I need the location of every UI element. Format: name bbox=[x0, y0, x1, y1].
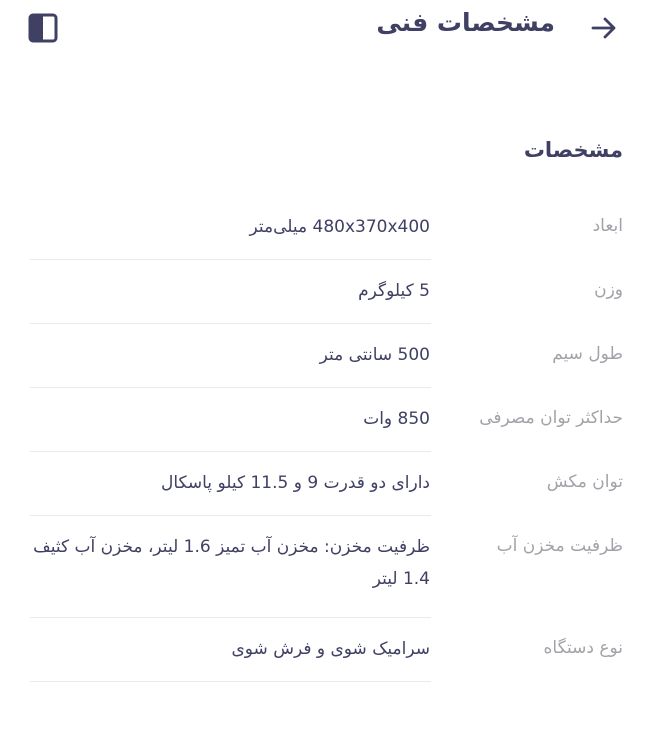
spec-row bbox=[0, 617, 653, 681]
page-title: مشخصات فنی bbox=[376, 8, 555, 37]
spec-key: طول سیم bbox=[552, 344, 623, 364]
spec-row bbox=[0, 387, 653, 451]
spec-key: نوع دستگاه bbox=[543, 638, 623, 658]
section-title: مشخصات bbox=[523, 138, 623, 162]
spec-key: وزن bbox=[594, 280, 623, 300]
spec-row bbox=[0, 451, 653, 515]
compare-icon[interactable] bbox=[27, 12, 59, 44]
spec-key: ابعاد bbox=[592, 216, 623, 236]
header bbox=[0, 0, 653, 56]
spec-value: 850 وات bbox=[363, 409, 430, 429]
spec-value: سرامیک شوی و فرش شوی bbox=[231, 639, 430, 659]
spec-value: دارای دو قدرت 9 و 11.5 کیلو پاسکال bbox=[160, 473, 430, 493]
spec-value: 5 کیلوگرم bbox=[358, 281, 430, 301]
spec-key: حداکثر توان مصرفی bbox=[479, 408, 623, 428]
spec-list bbox=[0, 195, 653, 681]
divider bbox=[30, 681, 431, 682]
spec-row bbox=[0, 195, 653, 259]
spec-row bbox=[0, 515, 653, 617]
spec-key: ظرفیت مخزن آب bbox=[496, 536, 623, 556]
spec-row bbox=[0, 259, 653, 323]
spec-row bbox=[0, 323, 653, 387]
spec-value: ظرفیت مخزن: مخزن آب تمیز 1.6 لیتر، مخزن آب کثیف 1.4 لیتر bbox=[33, 537, 430, 589]
arrow-right-icon[interactable] bbox=[589, 13, 619, 43]
spec-key: توان مکش bbox=[546, 472, 623, 492]
spec-value: 500 سانتی متر bbox=[319, 345, 430, 365]
spec-value: 480x370x400 میلی‌متر bbox=[249, 217, 430, 237]
